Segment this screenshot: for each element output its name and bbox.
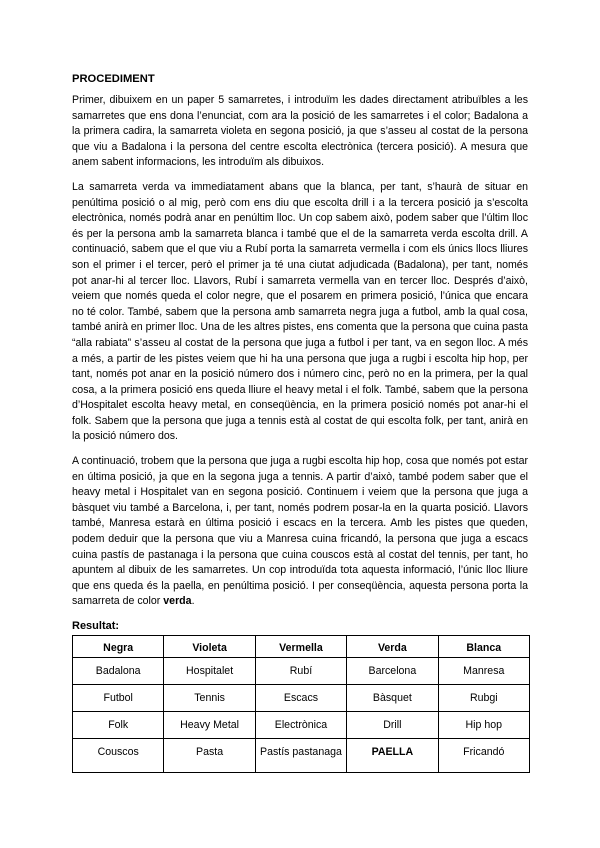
table-cell-highlight: PAELLA <box>347 739 438 773</box>
table-cell: Couscos <box>73 739 164 773</box>
table-cell: Electrònica <box>255 712 346 739</box>
table-cell: Futbol <box>73 685 164 712</box>
header-cell: Blanca <box>438 636 529 658</box>
table-cell: Pastís pastanaga <box>255 739 346 773</box>
header-cell: Violeta <box>164 636 255 658</box>
final-punctuation: . <box>191 595 195 608</box>
table-cell: Hip hop <box>438 712 529 739</box>
table-cell: Drill <box>347 712 438 739</box>
table-cell: Escacs <box>255 685 346 712</box>
paragraph-1: Primer, dibuixem en un paper 5 samarretes, i introduïm les dades directament atribuïbles a les samarretes que ens dona l’enunciat, com ara la posició de les samarretes i el color; Badalona a la primera cadira, la samarreta violeta en segona posició, ja que s’asseu al costat de la persona que viu a Badalona i la persona del centre escolta electrònica (tercera posició). A mesura que anem sabent informacions, les introduïm als dibuixos. <box>72 94 528 169</box>
table-cell: Heavy Metal <box>164 712 255 739</box>
table-cell: Badalona <box>73 658 164 685</box>
result-table <box>72 635 530 773</box>
table-cell: Folk <box>73 712 164 739</box>
paragraph-3-text: A continuació, trobem que la persona que juga a rugbi escolta hip hop, cosa que només pot estar en última posició, ja que en la segona juga a tennis. A partir d’això, també podem saber que el heavy metal i Hospitalet van en segona posició. Continuem i veiem que la persona que juga a bàsquet viu també a Barcelona, i, per tant, només podrem posar-la en la quarta posició. Llavors també, Manresa estarà en última posició i escacs en la tercera. Amb les pistes que queden, podem deduir que la persona que viu a Manresa cuina fricandó, la persona que juga a escacs cuina pastís de pastanaga i la persona que cuina couscos està al costat del tennis, per tant, ho apuntem al dibuix de les samarretes. Un cop introduïda tota aquesta informació, l’únic lloc lliure que ens queda és la paella, en penúltima posició. I per conseqüència, aquesta persona porta la samarreta de color <box>72 455 528 608</box>
table-cell: Barcelona <box>347 658 438 685</box>
document-page <box>72 72 528 773</box>
section-title: PROCEDIMENT <box>72 73 155 85</box>
table-cell: Bàsquet <box>347 685 438 712</box>
table-cell: Pasta <box>164 739 255 773</box>
table-row <box>73 712 530 739</box>
paragraph-2: La samarreta verda va immediatament abans que la blanca, per tant, s’haurà de situar en penúltima posició o al mig, però com ens diu que escolta drill i a la tercera posició ja s’escolta electrònica, només podrà anar en penúltim lloc. Un cop sabem això, podem saber que l’últim lloc és per la persona amb la samarreta blanca i també que el de la samarreta verda escolta drill. A continuació, sabem que el que viu a Rubí porta la samarreta vermella i com els únics llocs lliures son el primer i el tercer, però el primer ja té una ciutat adjudicada (Badalona), per tant, només pot anar-hi al tercer lloc. Llavors, Rubí i samarreta vermella van en tercer lloc. Després d’això, veiem que només queda el color negre, que el posarem en primera posició, l’única que encara no té color. També, sabem que la persona amb samarreta negra juga a futbol, amb la qual cosa, també anirà en primer lloc. Una de les altres pistes, ens comenta que la persona que cuina pasta “alla rabiata” s’asseu al costat de la persona que juga a futbol i per tant, va en segon lloc. A més a més, a partir de les pistes veiem que hi ha una persona que juga a rugbi i escolta hip hop, per tant, només pot anar en la posició número dos i número cinc, però no en la primera, per la qual cosa, a la primera posició ens queda lliure el heavy metal i el folk. També, sabem que la persona d’Hospitalet escolta heavy metal, en conseqüència, en la primera posició només pot anar-hi el folk. Sabem que la persona que juga a tennis està al costat de qui escolta folk, per tant, anirà en la posició número dos. <box>72 180 528 443</box>
table-cell: Tennis <box>164 685 255 712</box>
table-cell: Rubgi <box>438 685 529 712</box>
header-cell: Negra <box>73 636 164 658</box>
table-row <box>73 739 530 773</box>
table-row <box>73 658 530 685</box>
table-header-row <box>73 636 530 658</box>
table-cell: Rubí <box>255 658 346 685</box>
paragraph-3 <box>72 454 528 610</box>
table-cell: Fricandó <box>438 739 529 773</box>
result-label: Resultat: <box>72 620 120 632</box>
header-cell: Verda <box>347 636 438 658</box>
table-cell: Manresa <box>438 658 529 685</box>
answer-word: verda <box>163 595 192 608</box>
table-row <box>73 685 530 712</box>
header-cell: Vermella <box>255 636 346 658</box>
table-cell: Hospitalet <box>164 658 255 685</box>
